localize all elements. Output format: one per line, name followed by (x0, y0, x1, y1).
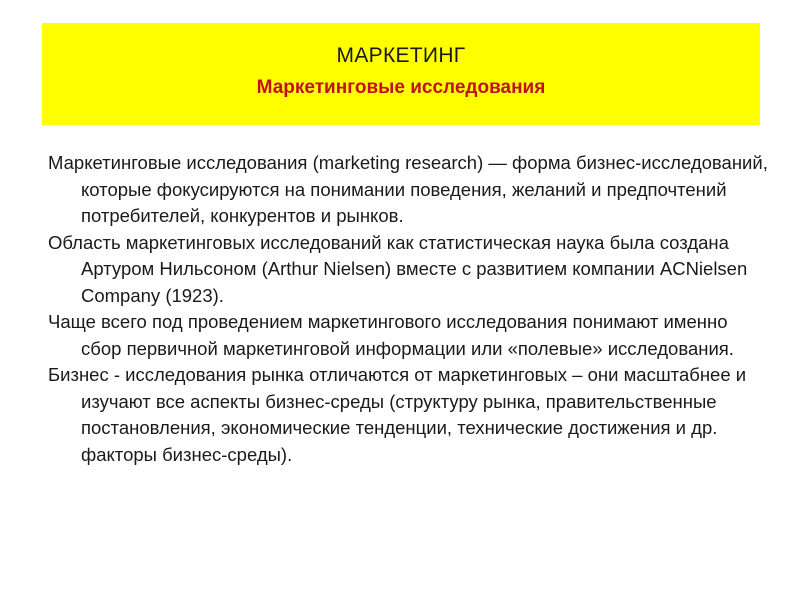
paragraph-history: Область маркетинговых исследований как статистическая наука была создана Артуром Нильсоном (Arthur Nielsen) вместе с развитием компании ACNielsen Company (1923). (48, 231, 748, 306)
title-banner (42, 23, 760, 125)
page-subtitle: Маркетинговые исследования (256, 77, 546, 98)
content-body (48, 150, 768, 468)
paragraph-business-research: Бизнес - исследования рынка отличаются от маркетинговых – они масштабнее и изучают все аспекты бизнес-среды (структуру рынка, правительственные постановления, экономические тенденции, технические достижения и др. факторы бизнес-среды). (48, 364, 747, 465)
paragraph-primary-data: Чаще всего под проведением маркетингового исследования понимают именно сбор первичной маркетинговой информации или «полевые» исследования. (48, 311, 734, 359)
page-title: МАРКЕТИНГ (336, 44, 466, 67)
paragraph-definition: Маркетинговые исследования (marketing research) — форма бизнес-исследований, которые фокусируются на понимании поведения, желаний и предпочтений потребителей, конкурентов и рынков. (48, 152, 768, 226)
